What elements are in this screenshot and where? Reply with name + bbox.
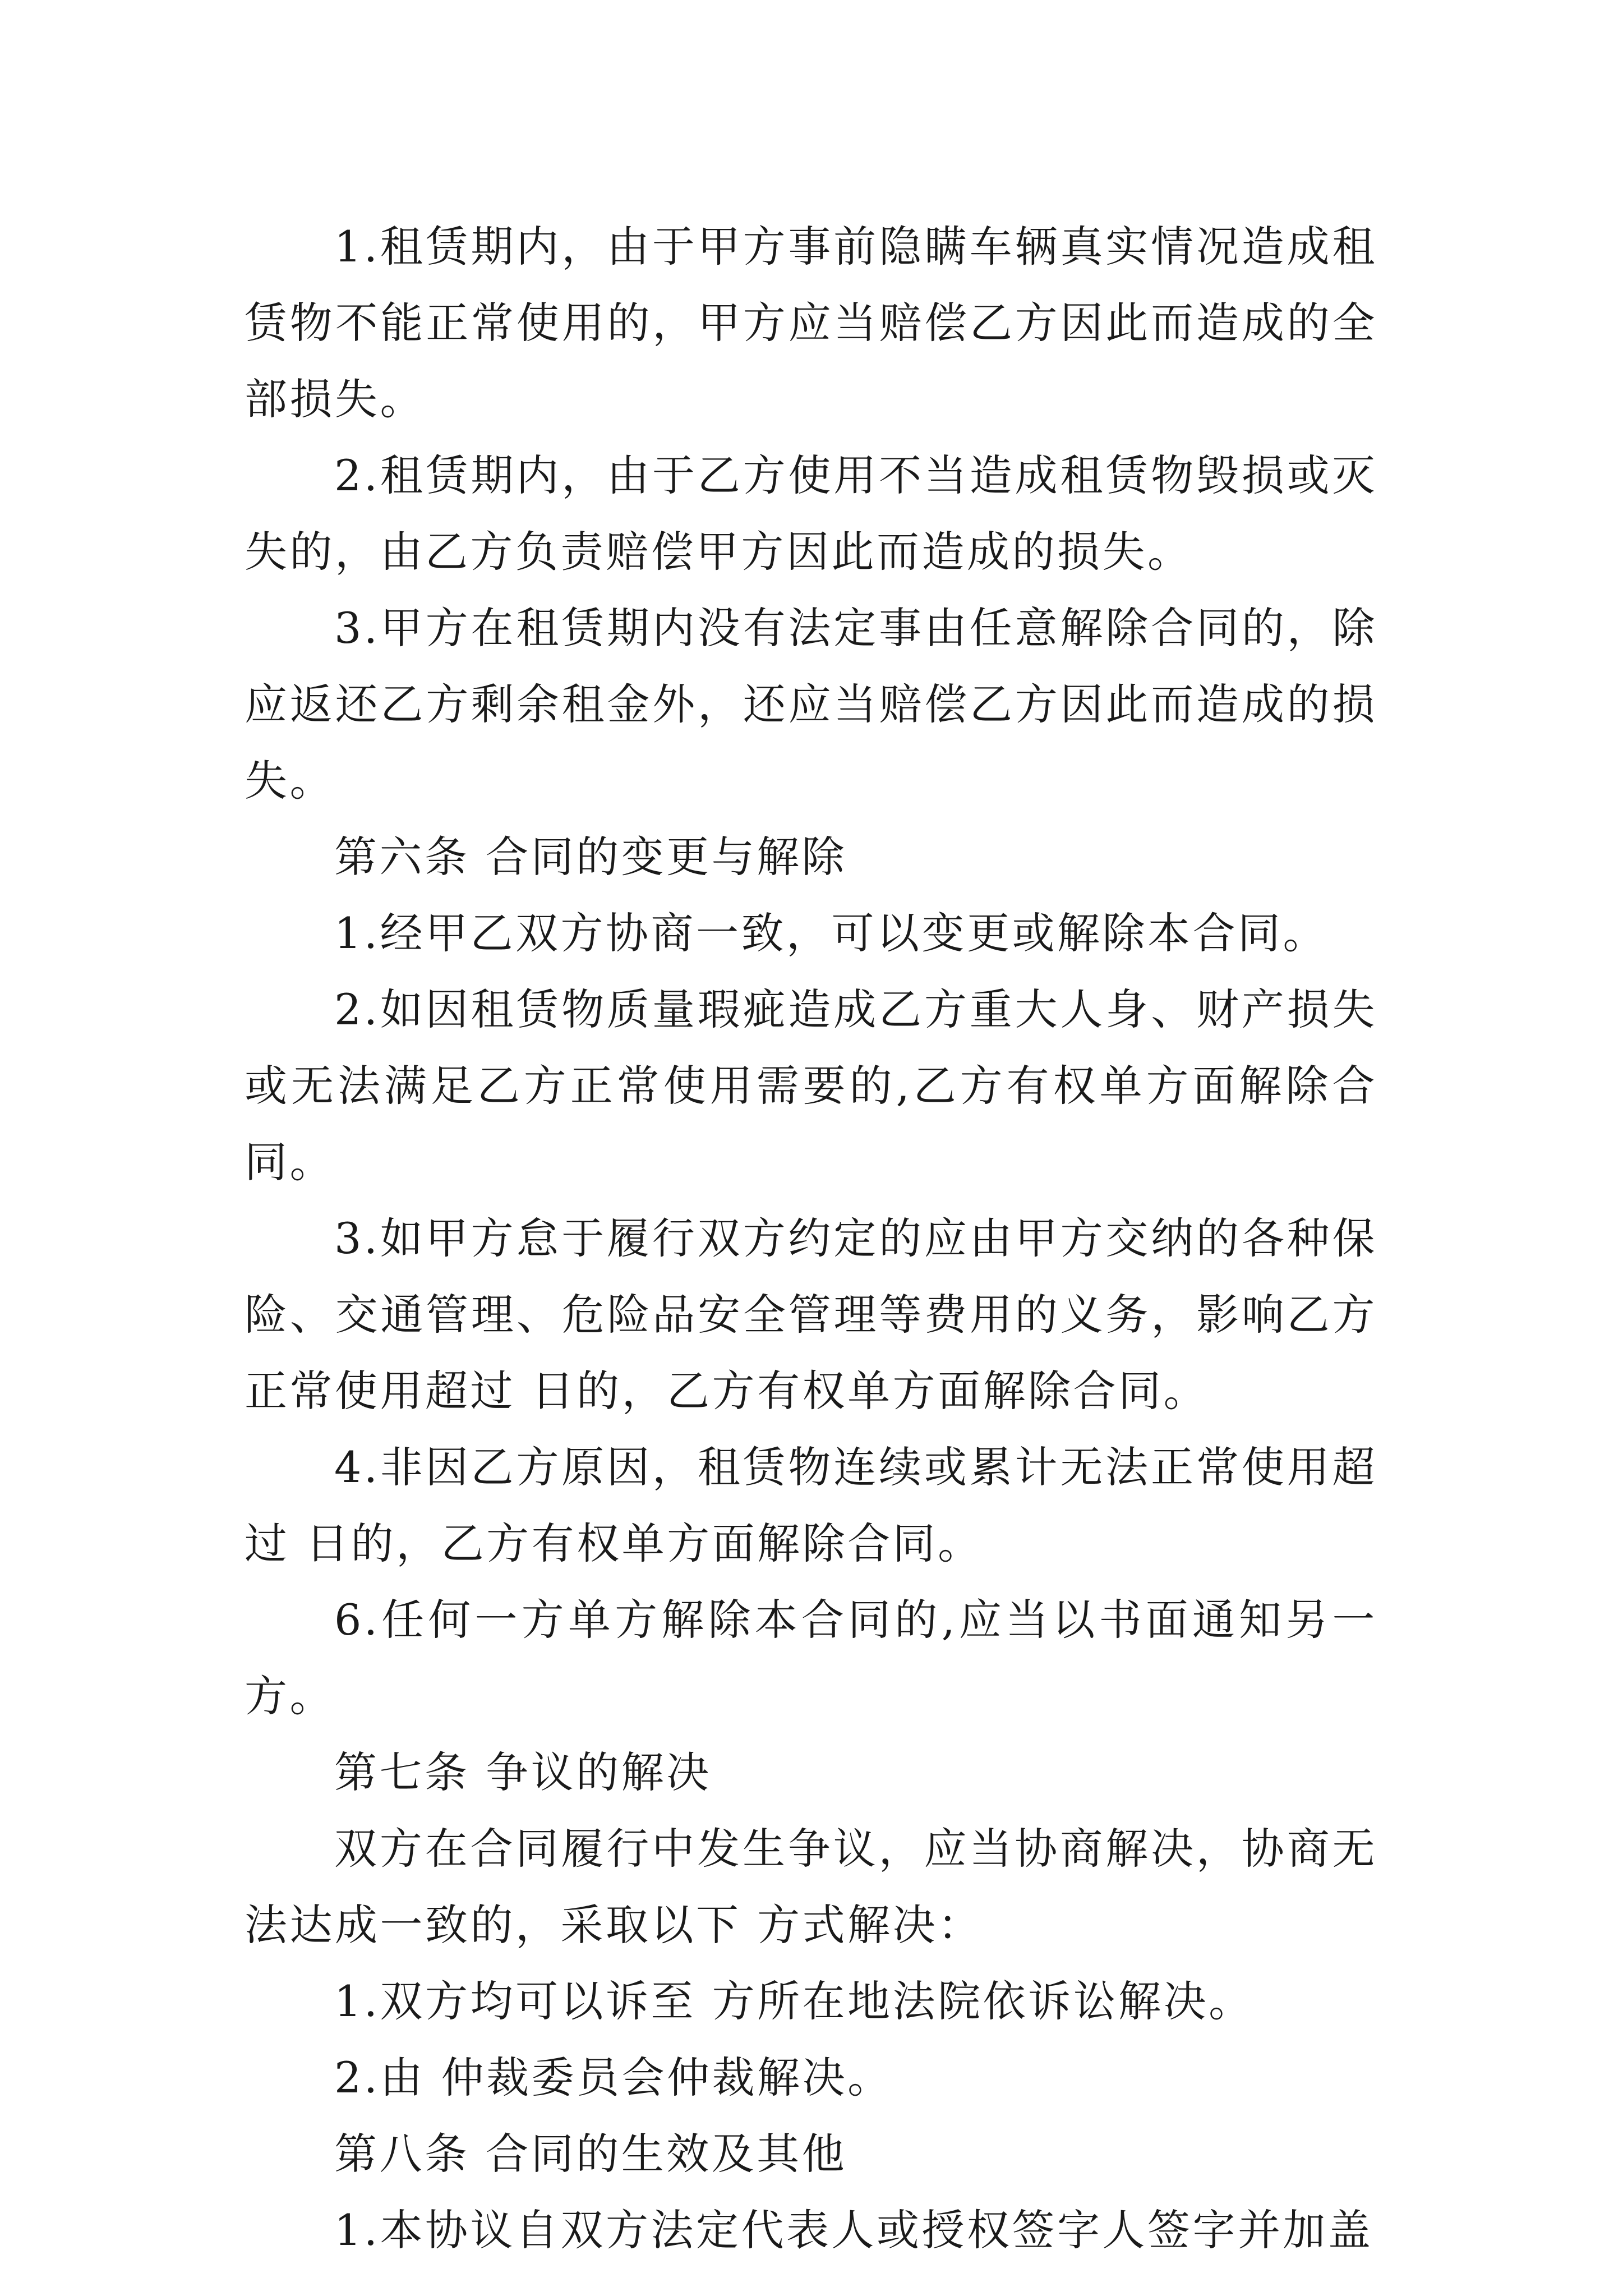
- document-body: [245, 209, 1377, 2269]
- article-6-item-6: 6.任何一方单方解除本合同的,应当以书面通知另一方。: [245, 1595, 1377, 1721]
- article-6-item-2: 2.如因租赁物质量瑕疵造成乙方重大人身、财产损失或无法满足乙方正常使用需要的,乙方有权单方面解除合同。: [245, 984, 1377, 1187]
- article-6-heading: 第六条 合同的变更与解除: [334, 832, 847, 882]
- clause-liability-2: 2.租赁期内，由于乙方使用不当造成租赁物毁损或灭失的，由乙方负责赔偿甲方因此而造成的损失。: [245, 450, 1377, 577]
- article-7-item-2: 2.由 仲裁委员会仲裁解决。: [334, 2053, 893, 2102]
- article-6-item-3: 3.如甲方怠于履行双方约定的应由甲方交纳的各种保险、交通管理、危险品安全管理等费用的义务，影响乙方正常使用超过 日的，乙方有权单方面解除合同。: [245, 1213, 1377, 1416]
- article-7-heading: 第七条 争议的解决: [334, 1747, 712, 1797]
- article-7-item-1: 1.双方均可以诉至 方所在地法院依诉讼解决。: [334, 1976, 1254, 2026]
- clause-liability-3: 3.甲方在租赁期内没有法定事由任意解除合同的，除应返还乙方剩余租金外，还应当赔偿乙方因此而造成的损失。: [245, 603, 1377, 806]
- article-7-intro: 双方在合同履行中发生争议，应当协商解决，协商无法达成一致的，采取以下 方式解决：: [245, 1824, 1377, 1950]
- article-6-item-1: 1.经甲乙双方协商一致，可以变更或解除本合同。: [334, 908, 1329, 958]
- clause-liability-1: 1.租赁期内，由于甲方事前隐瞒车辆真实情况造成租赁物不能正常使用的，甲方应当赔偿乙方因此而造成的全部损失。: [245, 222, 1377, 424]
- article-8-item-1: 1.本协议自双方法定代表人或授权签字人签字并加盖: [334, 2205, 1373, 2255]
- article-8-heading: 第八条 合同的生效及其他: [334, 2129, 847, 2179]
- article-6-item-4: 4.非因乙方原因，租赁物连续或累计无法正常使用超过 日的，乙方有权单方面解除合同。: [245, 1442, 1377, 1568]
